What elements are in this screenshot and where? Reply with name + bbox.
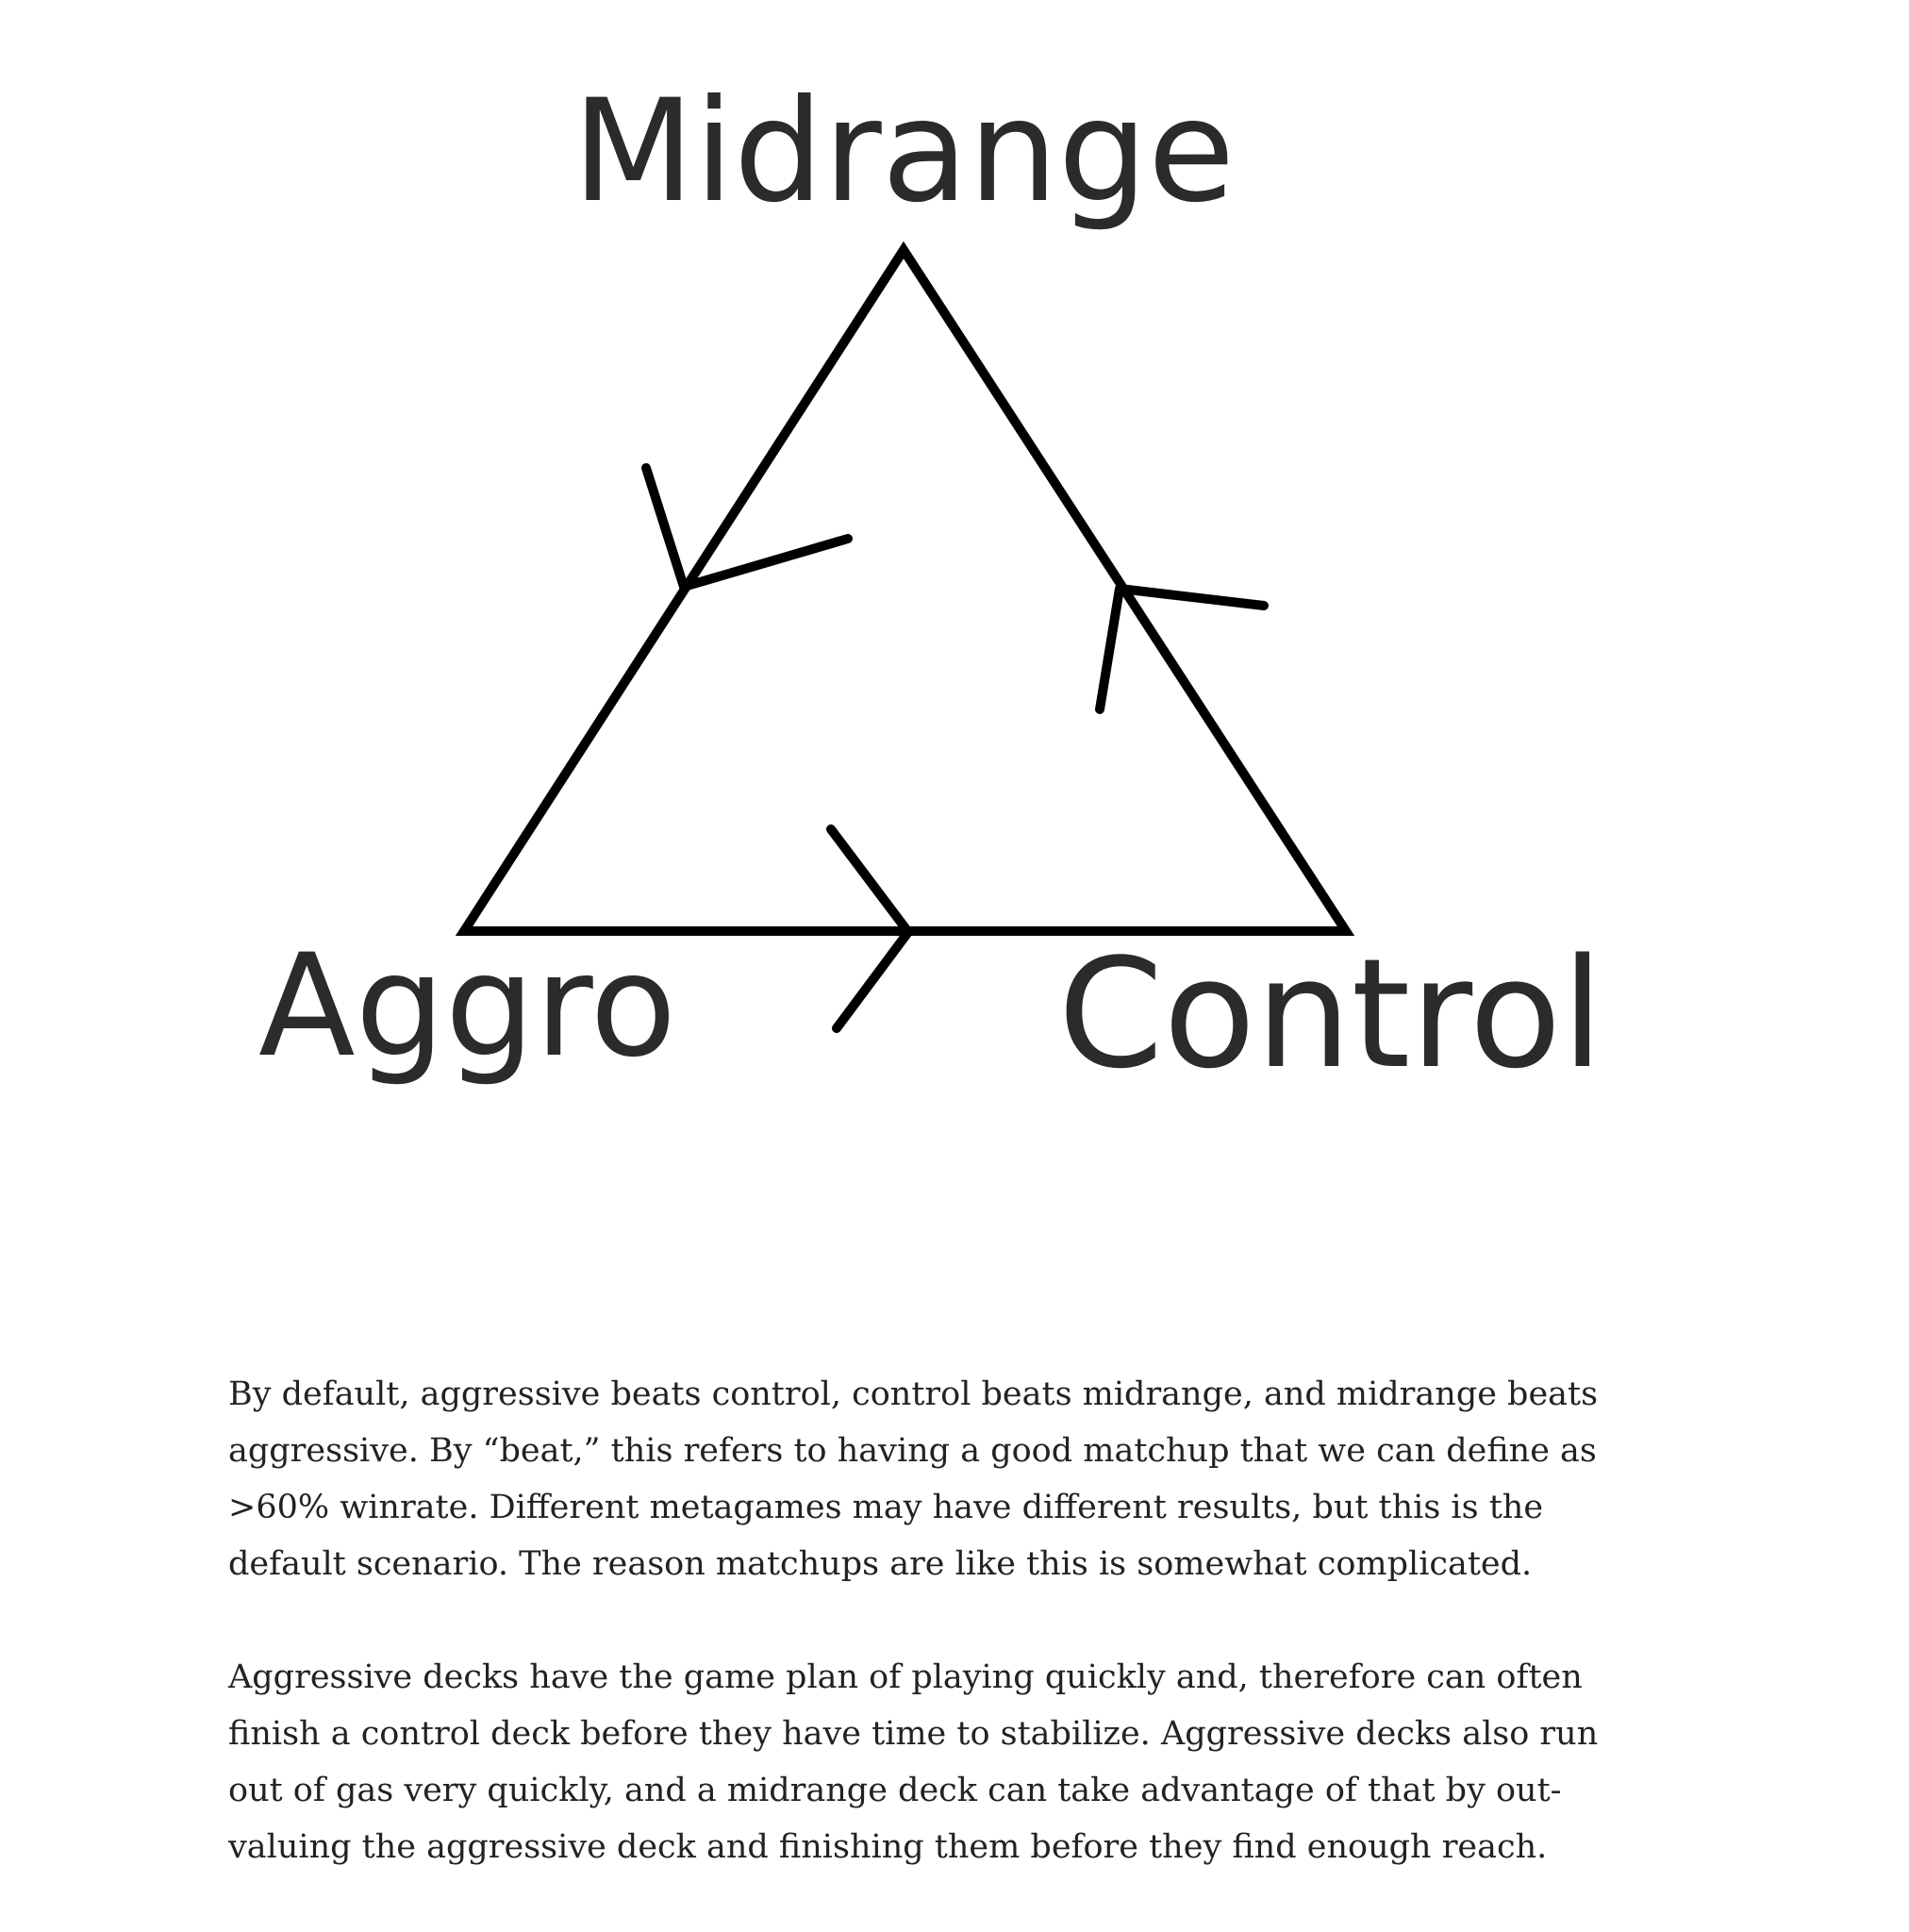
paragraph-aggressive-decks (228, 1649, 1662, 1875)
text-line: >60% winrate. Different metagames may have different results, but this is the (228, 1489, 1544, 1526)
text-line: valuing the aggressive deck and finishing them before they find enough reach. (228, 1828, 1548, 1866)
node-label-midrange: Midrange (572, 70, 1236, 234)
text-line: default scenario. The reason matchups are like this is somewhat complicated. (228, 1545, 1533, 1583)
triangle-outline (464, 250, 1346, 931)
node-label-control: Control (1057, 925, 1603, 1102)
text-line: Aggressive decks have the game plan of playing quickly and, therefore can often (228, 1658, 1583, 1696)
article-body (228, 1366, 1662, 1932)
paragraph-matchup-overview (228, 1366, 1662, 1592)
text-line: aggressive. By “beat,” this refers to having a good matchup that we can define as (228, 1432, 1597, 1470)
text-line: By default, aggressive beats control, control beats midrange, and midrange beats (228, 1375, 1599, 1413)
node-label-aggro: Aggro (258, 924, 677, 1089)
arrow-control-to-midrange-icon (1100, 589, 1264, 709)
text-line: finish a control deck before they have time to stabilize. Aggressive decks also run (228, 1715, 1599, 1753)
text-line: out of gas very quickly, and a midrange deck can take advantage of that by out- (228, 1772, 1562, 1809)
